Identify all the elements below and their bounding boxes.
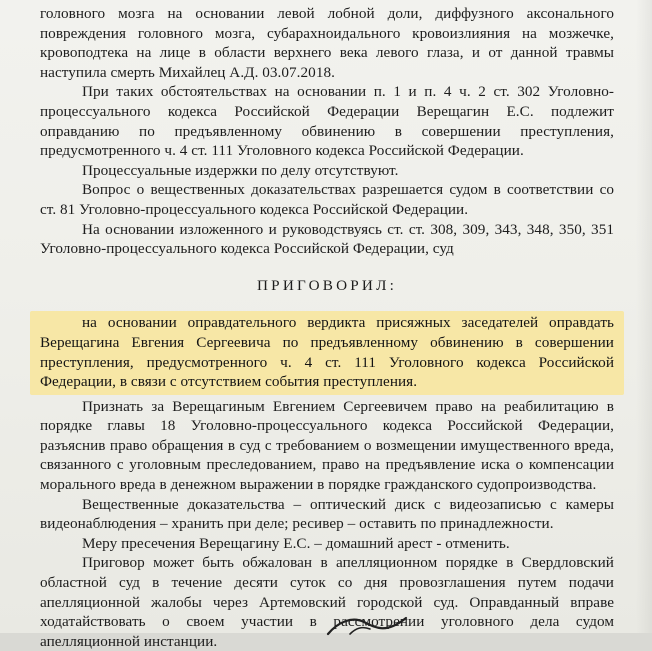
- paragraph-procedural-costs: Процессуальные издержки по делу отсутствуют.: [82, 161, 399, 179]
- paragraph-legal-grounds: На основании изложенного и руководствуясь ст. ст. 308, 309, 343, 348, 350, 351 Уголовно-процессуального кодекса Российской Федерации, суд: [40, 220, 614, 258]
- highlighted-verdict-block: [30, 311, 624, 394]
- paragraph-verdict: на основании оправдательного вердикта присяжных заседателей оправдать Верещагина Евгения Сергеевича по предъявленному обвинению в совершении преступления, предусмотренного ч. 4 ст. 111 Уголовного кодекса Российской Федерации, в связи с отсутствием события преступления.: [40, 314, 614, 391]
- paragraph-rehabilitation: Признать за Верещагиным Евгением Сергеевичем право на реабилитацию в порядке главы 18 Уголовно-процессуального кодекса Российской Федерации, разъяснив право обращения в суд с требованием о возмещении имущественного вреда, связанного с уголовным преследованием, право на предъявление иска о компенсации морального вреда в денежном выражении в порядке гражданского судопроизводства.: [40, 397, 614, 494]
- paragraph-continuation: головного мозга на основании левой лобной доли, диффузного аксонального повреждения головного мозга, субарахноидального кровоизлияния на мозжечке, кровоподтека на лице в области верхнего века левого глаза, и от данной травмы наступила смерть Михайлец А.Д. 03.07.2018.: [40, 5, 614, 81]
- document-body: [40, 4, 614, 651]
- signature-mark: [322, 612, 412, 636]
- paragraph-physical-evidence: Вещественные доказательства – оптический диск с видеозаписью с камеры видеонаблюдения – хранить при деле; ресивер – оставить по принадлежности.: [40, 495, 614, 533]
- paragraph-preventive-measure: Меру пресечения Верещагину Е.С. – домашний арест - отменить.: [82, 534, 510, 552]
- paragraph-evidence-question: Вопрос о вещественных доказательствах разрешается судом в соответствии со ст. 81 Уголовно-процессуального кодекса Российской Федерации.: [40, 181, 614, 218]
- paragraph-appeal: Приговор может быть обжалован в апелляционном порядке в Свердловский областной суд в течение десяти суток со дня провозглашения путем подачи апелляционной жалобы через Артемовский городской суд. Оправданный вправе ходатайствовать о своем участии в рассмотрении уголовного дела судом апелляционной инстанции.: [40, 554, 614, 650]
- verdict-heading: ПРИГОВОРИЛ:: [257, 276, 397, 294]
- page-edge-shadow: [636, 0, 652, 633]
- paragraph-acquittal-basis: При таких обстоятельствах на основании п. 1 и п. 4 ч. 2 ст. 302 Уголовно-процессуального кодекса Российской Федерации Верещагин Е.С. подлежит оправданию по предъявленному обвинению в совершении преступления, предусмотренного ч. 4 ст. 111 Уголовного кодекса Российской Федерации.: [40, 83, 614, 160]
